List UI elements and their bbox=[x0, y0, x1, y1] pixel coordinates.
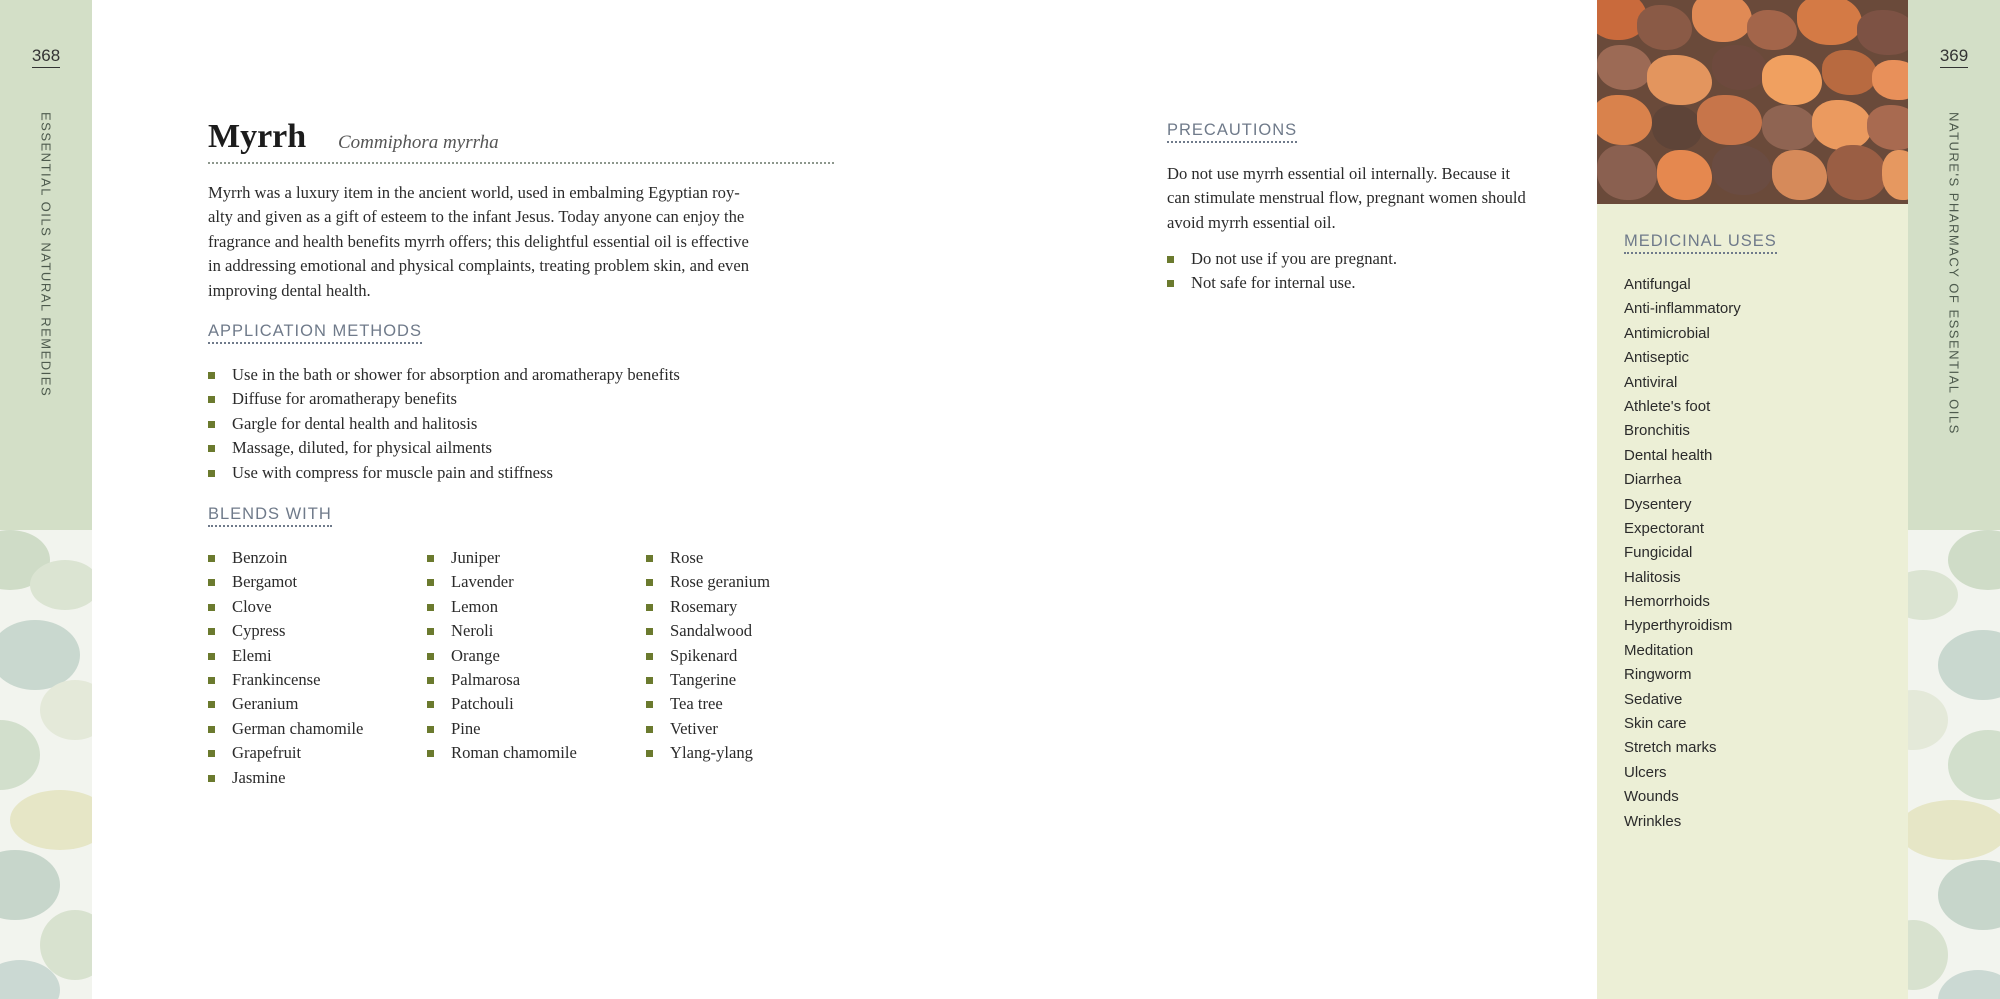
list-item: Meditation bbox=[1624, 641, 1694, 659]
list-item: Antiviral bbox=[1624, 373, 1678, 391]
list-item: Wounds bbox=[1624, 788, 1679, 806]
list-item: Use with compress for muscle pain and stiffness bbox=[208, 461, 680, 485]
application-methods-heading: APPLICATION METHODS bbox=[208, 322, 422, 344]
list-item: Do not use if you are pregnant. bbox=[1167, 247, 1397, 271]
precautions-paragraph bbox=[1167, 162, 1577, 235]
list-item: Anti-inflammatory bbox=[1624, 300, 1741, 318]
list-item: Bronchitis bbox=[1624, 422, 1690, 440]
list-item: Rosemary bbox=[646, 595, 770, 619]
list-item: Benzoin bbox=[208, 546, 363, 570]
list-item: Diffuse for aromatherapy benefits bbox=[208, 387, 680, 411]
list-item: Orange bbox=[427, 644, 577, 668]
list-item: Cypress bbox=[208, 619, 363, 643]
list-item: Tangerine bbox=[646, 668, 770, 692]
list-item: Ringworm bbox=[1624, 666, 1692, 684]
list-item: Spikenard bbox=[646, 644, 770, 668]
list-item: Grapefruit bbox=[208, 741, 363, 765]
list-item: Jasmine bbox=[208, 766, 363, 790]
list-item: Gargle for dental health and halitosis bbox=[208, 412, 680, 436]
list-item: Geranium bbox=[208, 692, 363, 716]
list-item: Wrinkles bbox=[1624, 812, 1682, 830]
list-item: Not safe for internal use. bbox=[1167, 271, 1397, 295]
blends-with-heading: BLENDS WITH bbox=[208, 505, 332, 527]
myrrh-resin-photo bbox=[1597, 0, 1908, 204]
list-item: Stretch marks bbox=[1624, 739, 1717, 757]
precautions-line: avoid myrrh essential oil. bbox=[1167, 212, 1336, 232]
intro-line: alty and given as a gift of esteem to the infant Jesus. Today anyone can enjoy the bbox=[208, 207, 745, 227]
medicinal-uses-heading: MEDICINAL USES bbox=[1624, 232, 1777, 254]
blends-list-column-1 bbox=[208, 546, 363, 790]
list-item: Bergamot bbox=[208, 570, 363, 594]
list-item: Lemon bbox=[427, 595, 577, 619]
list-item: Lavender bbox=[427, 570, 577, 594]
intro-line: Myrrh was a luxury item in the ancient world, used in embalming Egyptian roy- bbox=[208, 183, 740, 202]
list-item: Dental health bbox=[1624, 446, 1713, 464]
list-item: Juniper bbox=[427, 546, 577, 570]
list-item: Pine bbox=[427, 717, 577, 741]
list-item: Rose bbox=[646, 546, 770, 570]
list-item: Antifungal bbox=[1624, 276, 1691, 293]
precautions-heading: PRECAUTIONS bbox=[1167, 121, 1297, 143]
leaf-pattern-left bbox=[0, 530, 92, 999]
list-item: Frankincense bbox=[208, 668, 363, 692]
list-item: Tea tree bbox=[646, 692, 770, 716]
intro-paragraph bbox=[208, 181, 838, 303]
page-number-right: 369 bbox=[1908, 46, 2000, 66]
list-item: Ylang-ylang bbox=[646, 741, 770, 765]
intro-line: fragrance and health benefits myrrh offers; this delightful essential oil is effective bbox=[208, 231, 749, 251]
list-item: Antimicrobial bbox=[1624, 324, 1710, 342]
list-item: Patchouli bbox=[427, 692, 577, 716]
list-item: Massage, diluted, for physical ailments bbox=[208, 436, 680, 460]
list-item: Elemi bbox=[208, 644, 363, 668]
entry-title-row bbox=[208, 118, 834, 164]
leaf-pattern-right bbox=[1908, 530, 2000, 999]
list-item: Vetiver bbox=[646, 717, 770, 741]
intro-line: improving dental health. bbox=[208, 280, 371, 300]
page-number-left: 368 bbox=[0, 46, 92, 66]
list-item: Athlete's foot bbox=[1624, 397, 1711, 415]
left-side-strip bbox=[0, 0, 92, 999]
application-methods-list bbox=[208, 363, 680, 485]
list-item: Roman chamomile bbox=[427, 741, 577, 765]
list-item: Halitosis bbox=[1624, 568, 1681, 586]
list-item: Hyperthyroidism bbox=[1624, 617, 1733, 635]
list-item: Diarrhea bbox=[1624, 471, 1682, 489]
precautions-line: can stimulate menstrual flow, pregnant women should bbox=[1167, 188, 1526, 208]
list-item: Rose geranium bbox=[646, 570, 770, 594]
list-item: Ulcers bbox=[1624, 763, 1667, 781]
right-running-head: NATURE'S PHARMACY OF ESSENTIAL OILS bbox=[1946, 112, 1962, 435]
list-item: Clove bbox=[208, 595, 363, 619]
precautions-line: Do not use myrrh essential oil internally. Because it bbox=[1167, 164, 1511, 183]
list-item: Neroli bbox=[427, 619, 577, 643]
precautions-list bbox=[1167, 247, 1397, 296]
blends-list-column-3 bbox=[646, 546, 770, 766]
list-item: Sandalwood bbox=[646, 619, 770, 643]
list-item: Sedative bbox=[1624, 690, 1683, 708]
medicinal-uses-list bbox=[1624, 273, 1741, 834]
list-item: Antiseptic bbox=[1624, 349, 1690, 367]
list-item: Dysentery bbox=[1624, 495, 1692, 513]
list-item: Skin care bbox=[1624, 715, 1687, 733]
list-item: Hemorrhoids bbox=[1624, 593, 1710, 611]
intro-line: in addressing emotional and physical complaints, treating problem skin, and even bbox=[208, 256, 750, 276]
list-item: Fungicidal bbox=[1624, 544, 1693, 562]
latin-name: Commiphora myrrha bbox=[338, 132, 499, 153]
list-item: Palmarosa bbox=[427, 668, 577, 692]
left-running-head: ESSENTIAL OILS NATURAL REMEDIES bbox=[38, 112, 54, 398]
entry-title: Myrrh bbox=[208, 118, 307, 155]
right-side-strip bbox=[1908, 0, 2000, 999]
list-item: Use in the bath or shower for absorption and aromatherapy benefits bbox=[208, 363, 680, 387]
blends-list-column-2 bbox=[427, 546, 577, 766]
list-item: German chamomile bbox=[208, 717, 363, 741]
list-item: Expectorant bbox=[1624, 519, 1705, 537]
